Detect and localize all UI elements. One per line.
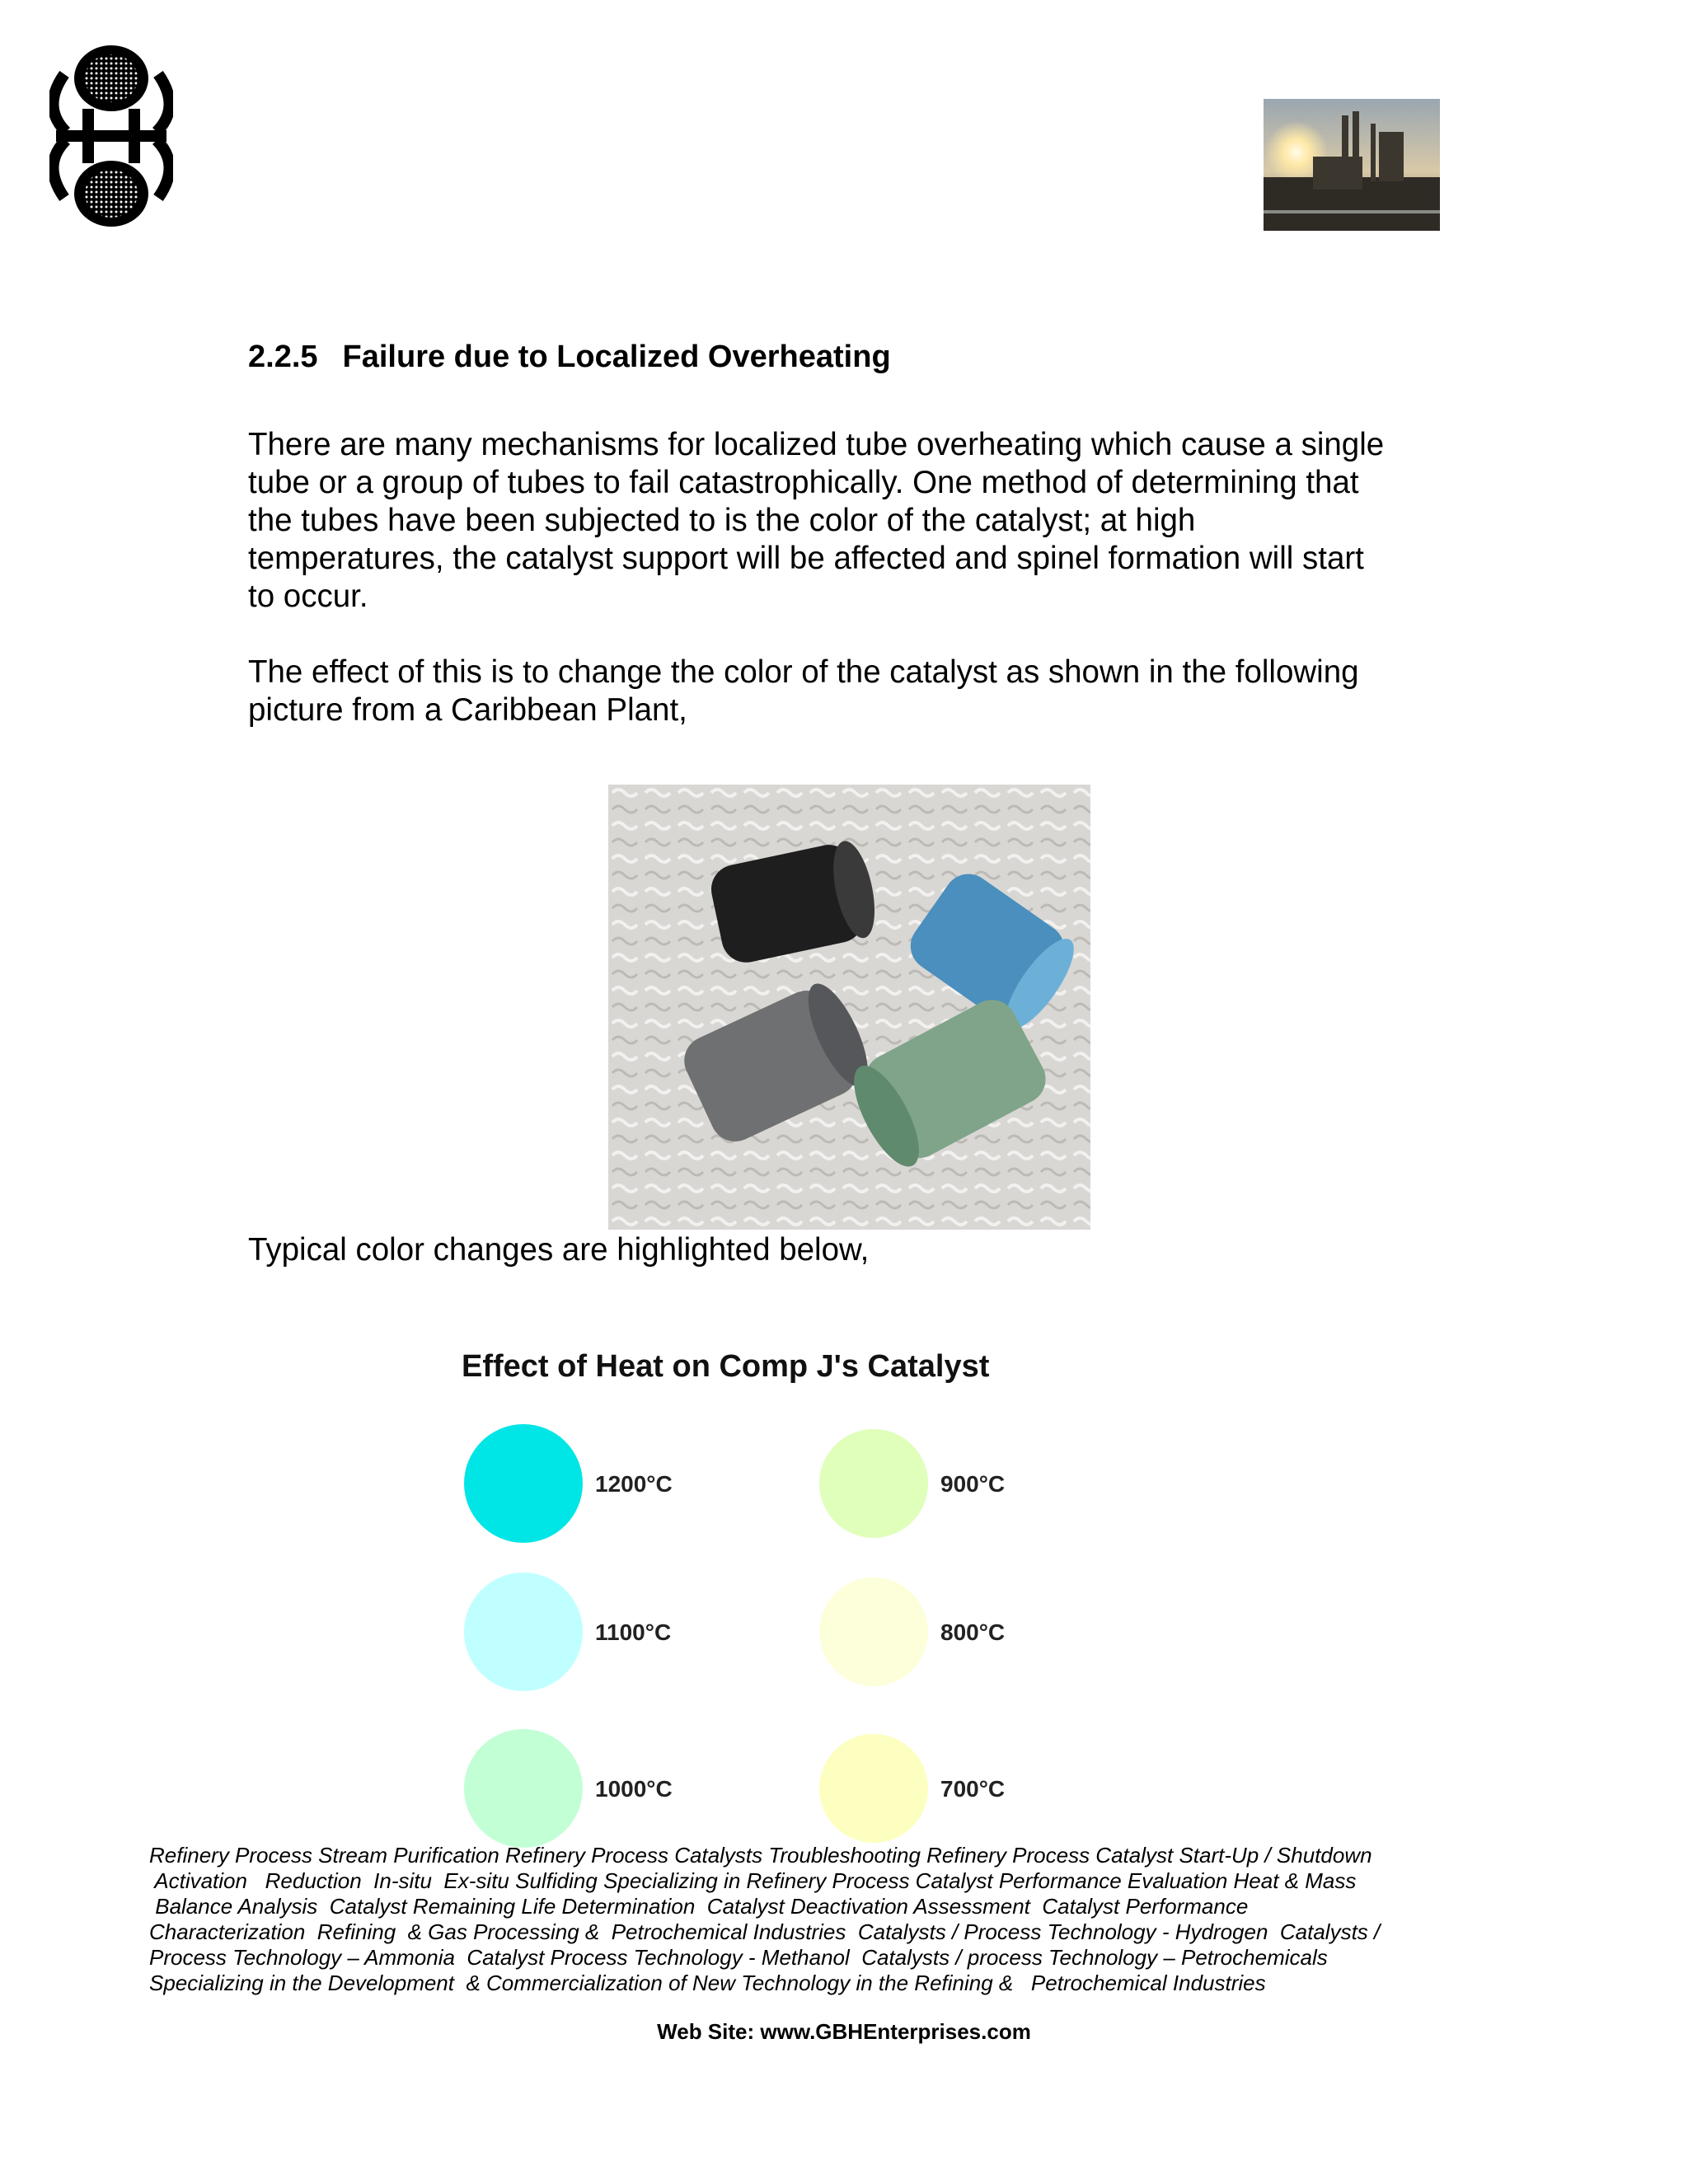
section-number: 2.2.5 (248, 340, 318, 374)
text-line: the tubes have been subjected to is the color of the catalyst; at high (248, 503, 1196, 538)
swatch-circle (819, 1577, 928, 1686)
swatch-circle (464, 1729, 583, 1848)
swatch-label: 1100°C (595, 1619, 672, 1645)
swatch-label: 1000°C (595, 1776, 673, 1802)
refinery-sunset-photo (1264, 99, 1440, 231)
footer-line: Specializing in the Development & Commercialization of New Technology in the Refining & Petrochemical Industries (149, 1971, 1266, 1995)
catalyst-pellets-photo (608, 785, 1090, 1230)
gbh-logo-icon (49, 41, 173, 231)
text-line: to occur. (248, 579, 368, 614)
footer-line: Activation Reduction In-situ Ex-situ Sulfiding Specializing in Refinery Process Catalyst Performance Evaluation Heat & Mass (149, 1868, 1357, 1893)
swatch-label: 900°C (940, 1471, 1006, 1497)
text-line: There are many mechanisms for localized tube overheating which cause a single (248, 427, 1385, 462)
website-link[interactable]: Web Site: www.GBHEnterprises.com (657, 2019, 1031, 2044)
swatch-circle (819, 1734, 928, 1843)
chart-title: Effect of Heat on Comp J's Catalyst (462, 1349, 990, 1384)
catalyst-heat-color-chart (445, 1331, 1088, 1858)
typical-color-changes-text: Typical color changes are highlighted below, (248, 1232, 870, 1268)
text-line: picture from a Caribbean Plant, (248, 692, 687, 728)
swatch-label: 700°C (940, 1776, 1006, 1802)
swatch-circle (464, 1424, 583, 1543)
footer-line: Process Technology – Ammonia Catalyst Process Technology - Methanol Catalysts / process Technology – Petrochemicals (149, 1945, 1328, 1970)
paragraph-overheating-mechanisms (248, 426, 1468, 616)
footer-line: Refinery Process Stream Purification Refinery Process Catalysts Troubleshooting Refinery Process Catalyst Start-Up / Shutdown (149, 1843, 1372, 1868)
swatch-label: 1200°C (595, 1471, 673, 1497)
text-line: temperatures, the catalyst support will be affected and spinel formation will start (248, 541, 1364, 576)
footer-line: Balance Analysis Catalyst Remaining Life Determination Catalyst Deactivation Assessment Catalyst Performance (149, 1894, 1249, 1919)
swatch-circle (464, 1572, 583, 1691)
footer-services-text (149, 1843, 1435, 1996)
section-heading (248, 340, 891, 375)
swatch-circle (819, 1429, 928, 1538)
section-title: Failure due to Localized Overheating (342, 340, 891, 374)
paragraph-color-change (248, 654, 1468, 729)
text-line: tube or a group of tubes to fail catastrophically. One method of determining that (248, 465, 1359, 500)
footer-line: Characterization Refining & Gas Processing & Petrochemical Industries Catalysts / Process Technology - Hydrogen Catalysts / (149, 1919, 1381, 1944)
text-line: The effect of this is to change the color of the catalyst as shown in the following (248, 654, 1359, 690)
swatch-label: 800°C (940, 1619, 1006, 1645)
